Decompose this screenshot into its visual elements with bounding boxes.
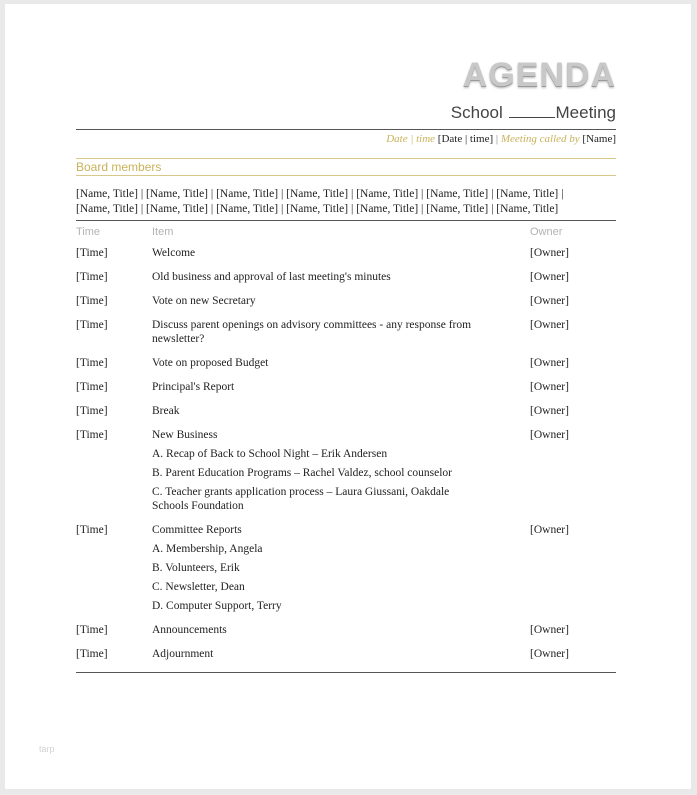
meeting-subtitle (451, 103, 616, 123)
row-item-text: Committee Reports (152, 524, 242, 536)
board-member: [Name, Title] (426, 203, 489, 215)
row-time: [Time] (76, 381, 108, 393)
row-subitem: B. Parent Education Programs – Rachel Valdez, school counselor (152, 467, 452, 479)
agenda-table (76, 246, 616, 661)
agenda-row (76, 380, 616, 394)
row-owner: [Owner] (530, 247, 569, 259)
row-time: [Time] (76, 405, 108, 417)
subtitle-suffix: Meeting (555, 103, 616, 122)
bottom-divider (76, 672, 616, 673)
member-separator: | (210, 203, 214, 215)
row-time: [Time] (76, 247, 108, 259)
row-owner: [Owner] (530, 357, 569, 369)
member-separator: | (491, 203, 494, 215)
board-member: [Name, Title] (286, 203, 349, 215)
agenda-row (76, 294, 616, 308)
row-time: [Time] (76, 524, 108, 536)
board-divider-bottom (76, 175, 616, 176)
row-subitem: C. Newsletter, Dean (152, 581, 245, 593)
row-item (152, 647, 482, 661)
row-owner: [Owner] (530, 524, 569, 536)
document-page (5, 4, 691, 789)
date-label: Date | time (386, 133, 436, 145)
agenda-row (76, 318, 616, 346)
member-separator: | (351, 203, 354, 215)
row-item (152, 270, 482, 284)
board-members-heading: Board members (76, 160, 162, 174)
member-separator: | (280, 188, 284, 200)
date-value: [Date | time] (437, 133, 494, 145)
row-item-text: Announcements (152, 624, 227, 636)
member-separator: | (421, 188, 424, 200)
member-separator: | (421, 203, 424, 215)
row-item-text: Old business and approval of last meeting's minutes (152, 271, 391, 283)
member-separator: | (280, 203, 284, 215)
board-member: [Name, Title] (216, 188, 279, 200)
board-member: [Name, Title] (76, 188, 138, 200)
agenda-row (76, 623, 616, 637)
subtitle-blank (509, 103, 555, 118)
row-owner: [Owner] (530, 648, 569, 660)
row-owner: [Owner] (530, 295, 569, 307)
row-item (152, 294, 482, 308)
row-item (152, 380, 482, 394)
board-member: [Name, Title] (76, 203, 138, 215)
row-owner: [Owner] (530, 624, 569, 636)
row-item-text: Break (152, 405, 180, 417)
row-owner: [Owner] (530, 429, 569, 441)
member-separator: | (561, 188, 564, 200)
board-divider-top (76, 158, 616, 159)
top-divider (76, 129, 616, 130)
row-owner: [Owner] (530, 319, 569, 331)
member-separator: | (140, 203, 144, 215)
agenda-row (76, 270, 616, 284)
row-time: [Time] (76, 271, 108, 283)
row-time: [Time] (76, 429, 108, 441)
row-item (152, 246, 482, 260)
table-divider (76, 220, 616, 221)
row-subitem: C. Teacher grants application process – Laura Giussani, Oakdale Schools Foundation (152, 486, 450, 512)
row-item-text: Adjournment (152, 648, 214, 660)
row-item-text: Vote on proposed Budget (152, 357, 269, 369)
board-members-list (76, 187, 596, 217)
member-separator: | (351, 188, 354, 200)
row-owner: [Owner] (530, 405, 569, 417)
member-separator: | (140, 188, 144, 200)
board-member: [Name, Title] (286, 188, 349, 200)
row-item (152, 356, 482, 370)
called-by-label: Meeting called by (500, 133, 580, 145)
row-subitem: A. Recap of Back to School Night – Erik Andersen (152, 448, 388, 460)
row-subitem: D. Computer Support, Terry (152, 600, 282, 612)
row-item-text: Vote on new Secretary (152, 295, 256, 307)
watermark: tarp (39, 744, 55, 754)
row-time: [Time] (76, 624, 108, 636)
agenda-row (76, 647, 616, 661)
board-member: [Name, Title] (146, 188, 209, 200)
row-item (152, 623, 482, 637)
called-by-value: [Name] (582, 133, 616, 145)
agenda-row (76, 523, 616, 613)
row-item (152, 318, 482, 346)
board-member: [Name, Title] (216, 203, 279, 215)
item-column-header: Item (152, 226, 174, 238)
member-separator: | (491, 188, 494, 200)
date-line (386, 133, 616, 145)
board-member: [Name, Title] (356, 188, 419, 200)
board-member: [Name, Title] (356, 203, 419, 215)
board-member: [Name, Title] (426, 188, 489, 200)
board-member: [Name, Title] (146, 203, 209, 215)
agenda-row (76, 428, 616, 513)
row-time: [Time] (76, 357, 108, 369)
row-item-text: Discuss parent openings on advisory committees - any response from newsletter? (152, 319, 472, 345)
row-owner: [Owner] (530, 381, 569, 393)
subtitle-prefix: School (450, 103, 503, 122)
row-item (152, 523, 482, 613)
date-separator: | (495, 133, 499, 145)
row-item-text: New Business (152, 429, 218, 441)
owner-column-header: Owner (530, 226, 563, 238)
time-column-header: Time (76, 226, 101, 238)
row-item (152, 404, 482, 418)
row-subitem: B. Volunteers, Erik (152, 562, 240, 574)
agenda-row (76, 356, 616, 370)
row-item (152, 428, 482, 513)
row-time: [Time] (76, 319, 108, 331)
board-member: [Name, Title] (496, 188, 559, 200)
agenda-row (76, 246, 616, 260)
agenda-row (76, 404, 616, 418)
row-item-text: Welcome (152, 247, 196, 259)
row-item-text: Principal's Report (152, 381, 235, 393)
agenda-title: AGENDA (462, 56, 616, 94)
member-separator: | (210, 188, 214, 200)
row-time: [Time] (76, 295, 108, 307)
row-time: [Time] (76, 648, 108, 660)
row-subitem: A. Membership, Angela (152, 543, 263, 555)
row-owner: [Owner] (530, 271, 569, 283)
board-member: [Name, Title] (496, 203, 559, 215)
